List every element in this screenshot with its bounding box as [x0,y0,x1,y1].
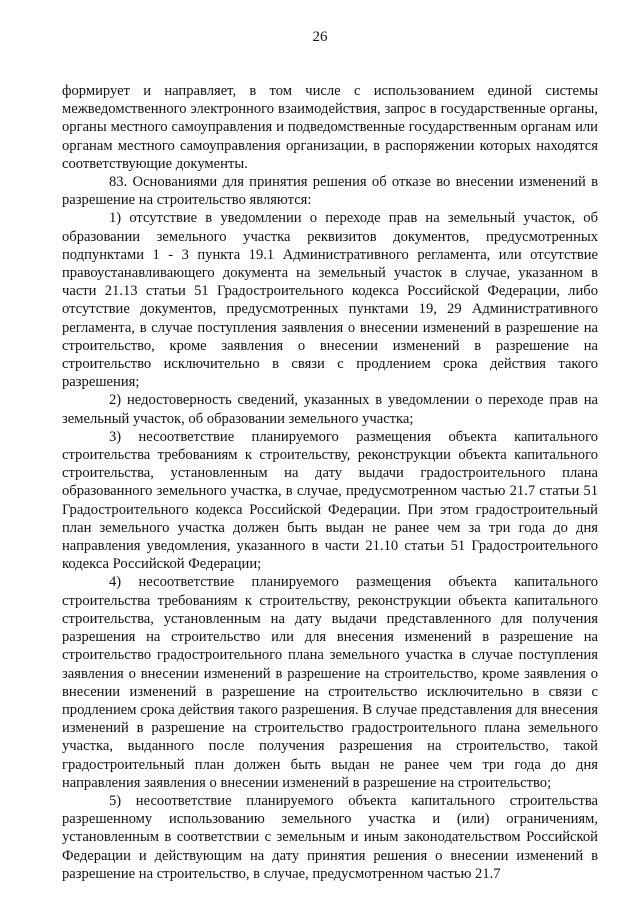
paragraph-item-5: 5) несоответствие планируемого объекта капитального строительства разрешенному использованию земельного участка и (или) ограничениям, установленным в соответствии с земельным и иным законодательством Российской Федерации и действующим на дату принятия решения о внесении изменений в разрешение на строительство, в случае, предусмотренном частью 21.7 [62,792,598,882]
paragraph-item-3: 3) несоответствие планируемого размещения объекта капитального строительства требованиям к строительству, реконструкции объекта капитального строительства, установленным на дату выдачи градостроительного плана образованного земельного участка, в случае, предусмотренном частью 21.7 статьи 51 Градостроительного кодекса Российской Федерации. При этом градостроительный план земельного участка должен быть выдан не ранее чем за три года до дня направления уведомления, указанного в части 21.10 статьи 51 Градостроительного кодекса Российской Федерации; [62,428,598,573]
page-number: 26 [312,29,328,45]
paragraph-item-1: 1) отсутствие в уведомлении о переходе прав на земельный участок, об образовании земельного участка реквизитов документов, предусмотренных подпунктами 1 - 3 пункта 19.1 Административного регламента, или отсутствие правоустанавливающего документа на земельный участок в случае, указанном в части 21.13 статьи 51 Градостроительного кодекса Российской Федерации, либо отсутствие документов, предусмотренных пунктами 19, 29 Административного регламента, в случае поступления заявления о внесении изменений в разрешение на строительство, кроме заявления о внесении изменений в разрешение на строительство исключительно в связи с продлением срока действия такого разрешения; [62,210,598,391]
paragraph-item-2: 2) недостоверность сведений, указанных в уведомлении о переходе прав на земельный участок, об образовании земельного участка; [62,392,598,427]
paragraph-continuation: формирует и направляет, в том числе с использованием единой системы межведомственного электронного взаимодействия, запрос в государственные органы, органы местного самоуправления и подведомственные государственным органам или органам местного самоуправления организации, в распоряжении которых находятся соответствующие документы. [62,83,598,172]
paragraph-item-4: 4) несоответствие планируемого размещения объекта капитального строительства требованиям к строительству, реконструкции объекта капитального строительства, установленным на дату выдачи представленного для получения разрешения на строительство или для внесения изменений в разрешение на строительство градостроительного плана земельного участка в случае поступления заявления о внесении изменений в разрешение на строительство, кроме заявления о внесении изменений в разрешение на строительство исключительно в связи с продлением срока действия такого разрешения. В случае представления для внесения изменений в разрешение на строительство градостроительного плана земельного участка, выданного после получения разрешения на строительство, такой градостроительный план должен быть выдан не ранее чем три года до дня направления заявления о внесении изменений в разрешение на строительство; [62,574,598,791]
paragraph-83-heading: 83. Основаниями для принятия решения об отказе во внесении изменений в разрешение на строительство являются: [62,174,598,209]
document-body [62,82,598,883]
